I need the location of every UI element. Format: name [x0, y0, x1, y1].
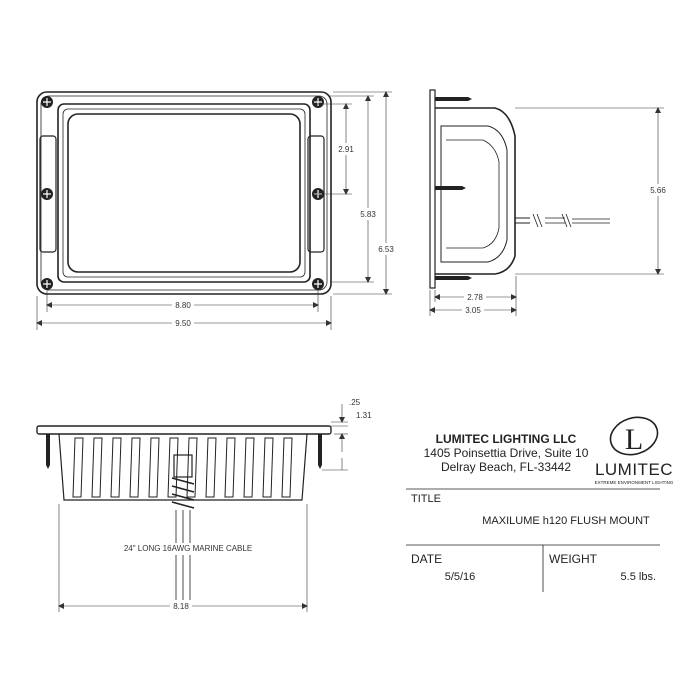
- screw-icon: [41, 188, 53, 200]
- company-name: LUMITEC LIGHTING LLC: [435, 432, 577, 446]
- bottom-dimension-lines: [59, 404, 348, 612]
- dim-bottom-025: .25: [349, 398, 361, 407]
- dim-front-5-83: 5.83: [360, 210, 376, 219]
- dim-bottom-1-31: 1.31: [356, 411, 372, 420]
- front-flange-outline: [37, 92, 331, 294]
- bottom-flange: [37, 426, 331, 434]
- dim-front-9-50: 9.50: [175, 319, 191, 328]
- screw-icon: [312, 96, 324, 108]
- screw-icon: [318, 434, 322, 469]
- date-label: DATE: [411, 552, 443, 566]
- title-block: [406, 411, 674, 592]
- svg-text:L: L: [624, 423, 644, 456]
- dim-side-5-66: 5.66: [650, 186, 666, 195]
- logo-wordmark: LUMITEC: [594, 460, 674, 479]
- dim-front-2-91: 2.91: [338, 145, 354, 154]
- bottom-housing: [59, 434, 307, 500]
- weight-label: WEIGHT: [549, 552, 597, 566]
- screw-icon: [435, 186, 466, 190]
- front-inner-bezel: [58, 104, 310, 282]
- front-screws: [41, 96, 324, 290]
- dim-front-8-80: 8.80: [175, 301, 191, 310]
- bottom-screws: [46, 434, 322, 469]
- logo-tagline: EXTREME ENVIRONMENT LIGHTING: [594, 480, 674, 485]
- lumitec-logo: [595, 411, 674, 485]
- screw-icon: [312, 278, 324, 290]
- dim-side-2-78: 2.78: [467, 293, 483, 302]
- screw-icon: [435, 97, 472, 101]
- screw-icon: [435, 276, 472, 280]
- title-label: TITLE: [411, 493, 441, 505]
- dim-bottom-8-18: 8.18: [173, 602, 189, 611]
- side-housing: [435, 108, 515, 274]
- screw-icon: [41, 278, 53, 290]
- cable-note: 24" LONG 16AWG MARINE CABLE: [123, 544, 253, 553]
- weight-value: 5.5 lbs.: [620, 571, 656, 583]
- screw-icon: [46, 434, 50, 469]
- cable-gland: [172, 455, 194, 600]
- dim-front-6-53: 6.53: [378, 245, 394, 254]
- dim-side-3-05: 3.05: [465, 306, 481, 315]
- front-lens: [68, 114, 300, 272]
- screw-icon: [41, 96, 53, 108]
- side-dimension-lines: [430, 108, 664, 316]
- address-line-1: 1405 Poinsettia Drive, Suite 10: [423, 446, 589, 460]
- address-line-2: Delray Beach, FL-33442: [440, 460, 572, 474]
- side-flange: [430, 90, 435, 288]
- front-view: [37, 92, 331, 294]
- title-value: MAXILUME h120 FLUSH MOUNT: [482, 515, 650, 527]
- date-value: 5/5/16: [444, 571, 476, 583]
